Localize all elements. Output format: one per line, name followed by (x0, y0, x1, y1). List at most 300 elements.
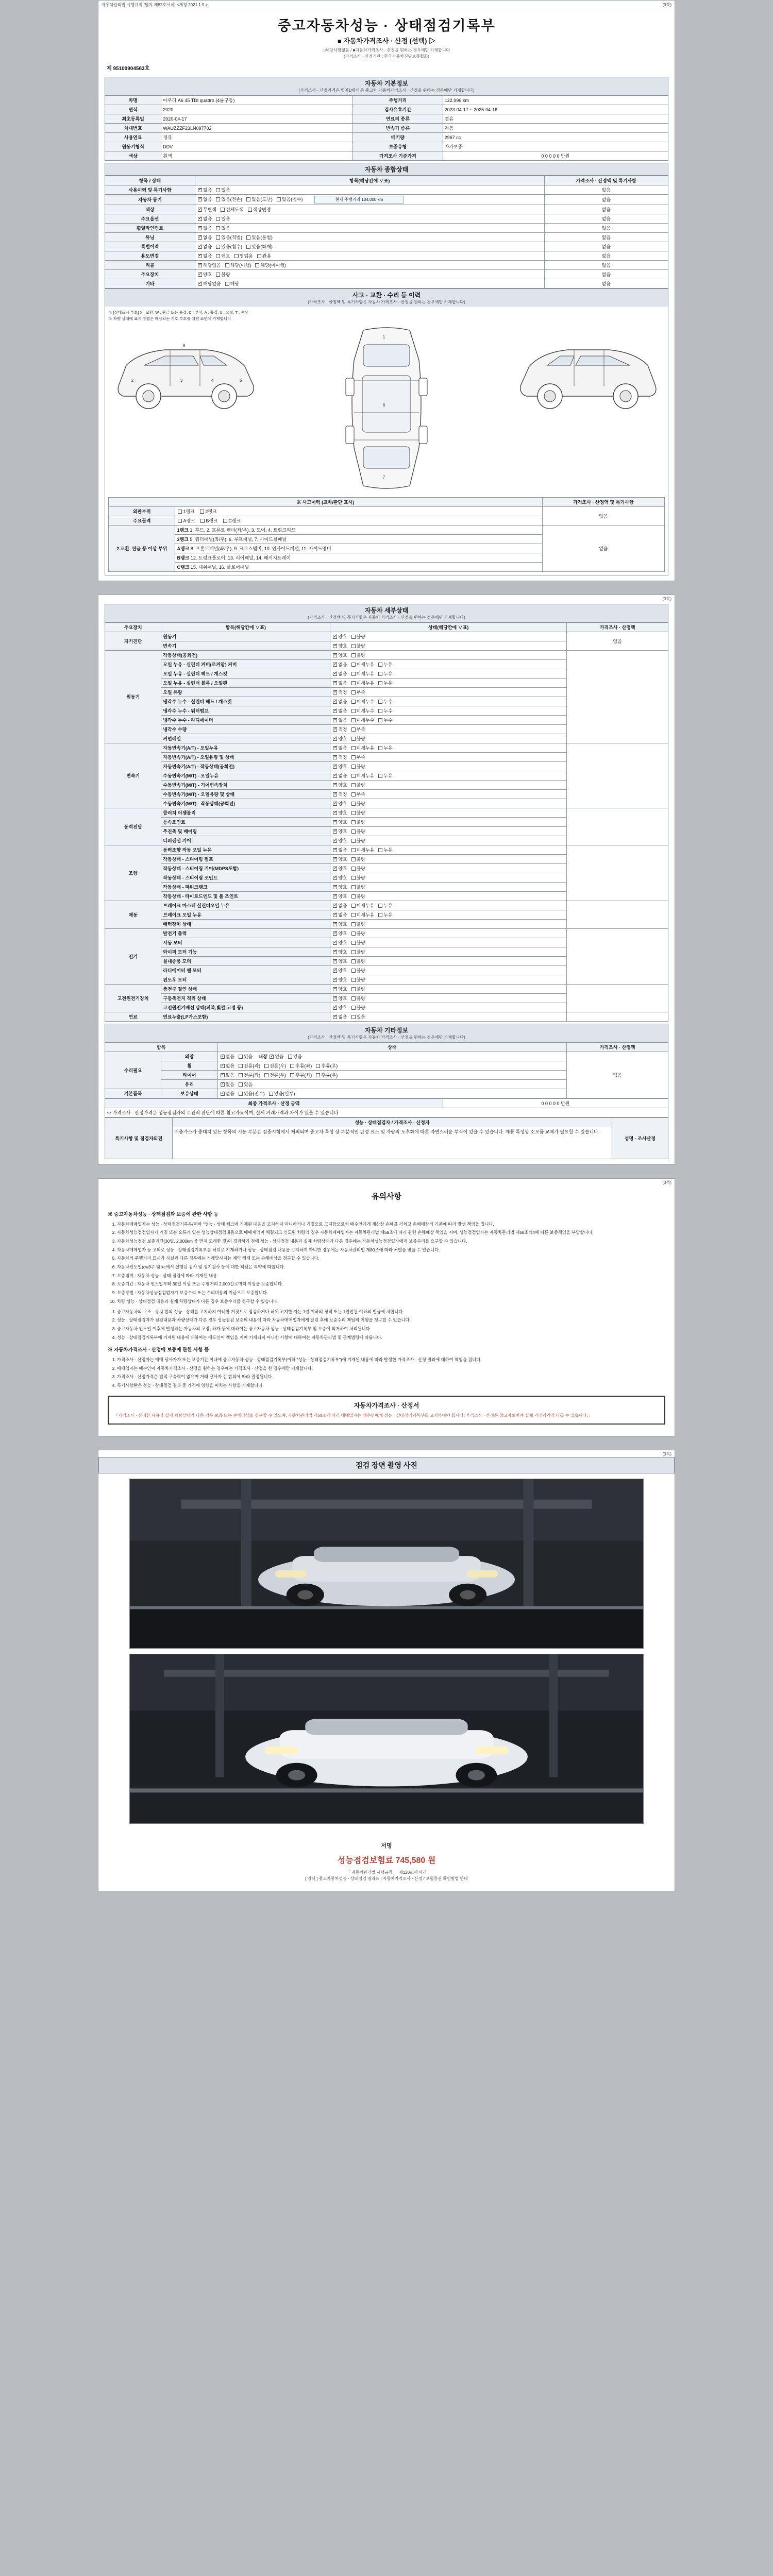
row-options[interactable] (330, 947, 567, 957)
checkbox-option[interactable] (350, 652, 365, 658)
checkbox[interactable] (351, 996, 356, 1001)
checkbox[interactable] (270, 1055, 274, 1059)
checkbox[interactable] (216, 217, 220, 221)
checkbox-option[interactable] (350, 726, 365, 733)
checkbox-option[interactable] (350, 828, 365, 835)
row-options[interactable] (330, 994, 567, 1003)
checkbox[interactable] (333, 774, 337, 778)
checkbox-option[interactable] (377, 717, 392, 723)
row-options[interactable] (330, 771, 567, 781)
checkbox[interactable] (333, 904, 337, 908)
checkbox-option[interactable] (332, 726, 347, 733)
checkbox-option[interactable]: B랭크 (199, 517, 217, 524)
checkbox[interactable] (234, 254, 239, 258)
checkbox-option[interactable] (197, 206, 216, 213)
checkbox[interactable] (239, 1082, 243, 1087)
checkbox-option[interactable] (254, 262, 285, 268)
checkbox[interactable] (333, 876, 337, 880)
checkbox-option[interactable] (197, 262, 221, 268)
checkbox-option[interactable] (268, 1053, 283, 1060)
row-options[interactable] (330, 641, 567, 651)
checkbox-option[interactable] (377, 744, 392, 751)
checkbox[interactable] (316, 1064, 320, 1068)
row-options[interactable] (330, 827, 567, 836)
checkbox-option[interactable] (238, 1053, 253, 1060)
row-options[interactable] (330, 706, 567, 716)
checkbox[interactable] (351, 709, 356, 713)
checkbox[interactable] (351, 885, 356, 889)
checkbox[interactable] (333, 1006, 337, 1010)
checkbox-option[interactable] (247, 206, 271, 213)
checkbox-option[interactable] (350, 680, 375, 686)
checkbox-option[interactable] (197, 215, 212, 222)
checkbox-option[interactable] (332, 930, 347, 937)
row-options[interactable] (195, 214, 544, 224)
checkbox-option[interactable] (332, 958, 347, 964)
checkbox[interactable] (333, 663, 337, 667)
checkbox-option[interactable] (332, 642, 347, 649)
checkbox-option[interactable] (350, 717, 375, 723)
checkbox[interactable] (246, 197, 250, 201)
checkbox[interactable] (216, 197, 220, 201)
checkbox-option[interactable] (332, 754, 347, 760)
checkbox-option[interactable] (350, 986, 365, 992)
row-options[interactable] (330, 855, 567, 864)
row-options[interactable] (330, 975, 567, 985)
checkbox-option[interactable] (377, 911, 392, 918)
row-options[interactable] (330, 1012, 567, 1022)
checkbox-option[interactable] (215, 215, 230, 222)
checkbox[interactable] (264, 1073, 268, 1077)
checkbox[interactable] (239, 1092, 243, 1096)
checkbox-option[interactable] (197, 280, 221, 287)
checkbox-option[interactable] (332, 800, 347, 807)
checkbox-option[interactable] (350, 782, 365, 788)
checkbox-option[interactable] (332, 995, 347, 1002)
checkbox[interactable] (378, 681, 382, 685)
row-options[interactable] (195, 205, 544, 214)
checkbox[interactable] (351, 727, 356, 732)
checkbox-option[interactable] (332, 689, 347, 696)
checkbox[interactable] (333, 829, 337, 834)
checkbox[interactable] (333, 996, 337, 1001)
row-options[interactable] (330, 920, 567, 929)
checkbox-option[interactable] (220, 1090, 234, 1097)
row-options[interactable] (195, 195, 544, 205)
checkbox-option[interactable] (215, 252, 230, 259)
checkbox-option[interactable] (332, 791, 347, 798)
checkbox[interactable] (198, 245, 202, 249)
checkbox[interactable] (333, 1015, 337, 1019)
checkbox[interactable] (333, 700, 337, 704)
checkbox-option[interactable]: 1랭크 (177, 508, 194, 515)
checkbox-option[interactable] (197, 187, 212, 193)
checkbox-option[interactable] (332, 893, 347, 900)
checkbox-option[interactable] (238, 1090, 265, 1097)
checkbox-option[interactable] (350, 744, 375, 751)
checkbox[interactable] (351, 848, 356, 852)
checkbox[interactable] (351, 839, 356, 843)
checkbox[interactable] (333, 644, 337, 648)
checkbox[interactable] (216, 235, 220, 240)
checkbox[interactable] (333, 811, 337, 815)
row-options[interactable] (330, 883, 567, 892)
row-options[interactable] (195, 224, 544, 233)
checkbox[interactable] (216, 254, 220, 258)
checkbox[interactable] (333, 950, 337, 954)
row-options[interactable] (330, 716, 567, 725)
checkbox-option[interactable] (238, 1081, 253, 1088)
checkbox-option[interactable] (350, 670, 375, 677)
checkbox-option[interactable] (350, 948, 365, 955)
checkbox-option[interactable] (332, 1013, 347, 1020)
checkbox-option[interactable] (332, 856, 347, 862)
row-options[interactable] (330, 660, 567, 669)
row-options[interactable] (330, 790, 567, 799)
checkbox-option[interactable] (350, 930, 365, 937)
row-options[interactable] (330, 873, 567, 883)
checkbox-option[interactable] (220, 1072, 234, 1078)
row-options[interactable] (330, 929, 567, 938)
checkbox[interactable] (351, 792, 356, 796)
checkbox[interactable] (351, 978, 356, 982)
checkbox[interactable] (333, 802, 337, 806)
checkbox-option[interactable] (197, 243, 212, 250)
checkbox[interactable] (333, 885, 337, 889)
checkbox-option[interactable] (332, 809, 347, 816)
checkbox-option[interactable] (332, 680, 347, 686)
checkbox[interactable] (198, 254, 202, 258)
checkbox[interactable] (351, 904, 356, 908)
checkbox[interactable] (351, 737, 356, 741)
checkbox[interactable] (225, 282, 229, 286)
checkbox[interactable] (333, 718, 337, 722)
checkbox[interactable] (264, 1064, 268, 1068)
checkbox[interactable] (378, 709, 382, 713)
checkbox-option[interactable] (350, 939, 365, 946)
checkbox[interactable] (257, 254, 261, 258)
checkbox[interactable] (333, 959, 337, 963)
row-options[interactable] (195, 261, 544, 270)
checkbox-option[interactable] (377, 680, 392, 686)
checkbox[interactable] (351, 690, 356, 694)
checkbox-option[interactable] (215, 234, 242, 241)
checkbox-option[interactable] (332, 772, 347, 779)
checkbox-option[interactable] (350, 837, 365, 844)
checkbox-option[interactable] (350, 902, 375, 909)
checkbox[interactable] (221, 1055, 225, 1059)
checkbox[interactable] (351, 950, 356, 954)
checkbox[interactable] (333, 978, 337, 982)
checkbox[interactable] (333, 931, 337, 936)
checkbox[interactable] (198, 273, 202, 277)
checkbox-option[interactable] (332, 707, 347, 714)
checkbox[interactable] (378, 913, 382, 917)
checkbox[interactable] (351, 653, 356, 657)
checkbox-option[interactable] (350, 846, 375, 853)
row-options[interactable] (217, 1080, 567, 1089)
checkbox[interactable] (333, 792, 337, 796)
checkbox-option[interactable]: 2랭크 (199, 508, 216, 515)
checkbox-option[interactable] (245, 196, 273, 202)
checkbox-option[interactable] (332, 670, 347, 677)
checkbox-option[interactable] (197, 271, 212, 278)
checkbox-option[interactable] (197, 252, 212, 259)
checkbox-option[interactable] (238, 1062, 260, 1069)
checkbox[interactable] (351, 987, 356, 991)
checkbox[interactable] (351, 913, 356, 917)
checkbox-option[interactable] (350, 911, 375, 918)
row-options[interactable] (330, 725, 567, 734)
checkbox[interactable] (216, 245, 220, 249)
checkbox-option[interactable] (332, 865, 347, 872)
row-options[interactable] (195, 270, 544, 279)
checkbox[interactable] (221, 1073, 225, 1077)
checkbox-option[interactable] (350, 754, 365, 760)
checkbox-option[interactable] (233, 252, 253, 259)
checkbox-option[interactable] (197, 225, 212, 231)
row-options[interactable] (217, 1089, 567, 1098)
checkbox[interactable] (351, 820, 356, 824)
checkbox[interactable] (248, 208, 252, 212)
checkbox[interactable] (288, 1055, 292, 1059)
checkbox-option[interactable] (332, 763, 347, 770)
checkbox-option[interactable] (332, 819, 347, 825)
row-options[interactable] (330, 651, 567, 660)
checkbox[interactable] (216, 188, 220, 192)
checkbox[interactable] (239, 1064, 243, 1068)
checkbox[interactable] (351, 681, 356, 685)
row-options[interactable] (175, 516, 542, 526)
row-options[interactable] (195, 279, 544, 289)
checkbox[interactable] (333, 922, 337, 926)
checkbox[interactable] (333, 894, 337, 899)
checkbox-option[interactable] (332, 911, 347, 918)
checkbox[interactable] (351, 959, 356, 963)
checkbox-option[interactable] (350, 995, 365, 1002)
checkbox[interactable] (221, 1092, 225, 1096)
checkbox[interactable] (269, 1092, 273, 1096)
checkbox-option[interactable] (197, 234, 212, 241)
checkbox-option[interactable] (332, 986, 347, 992)
checkbox[interactable] (221, 1082, 225, 1087)
row-options[interactable] (330, 910, 567, 920)
checkbox[interactable] (216, 226, 220, 230)
checkbox-option[interactable] (350, 884, 365, 890)
checkbox-option[interactable] (332, 976, 347, 983)
checkbox[interactable] (351, 931, 356, 936)
row-options[interactable] (330, 845, 567, 855)
checkbox-option[interactable] (197, 196, 212, 202)
checkbox[interactable] (378, 848, 382, 852)
checkbox[interactable] (239, 1055, 243, 1059)
checkbox-option[interactable] (224, 280, 239, 287)
checkbox-option[interactable] (377, 902, 392, 909)
row-options[interactable] (330, 734, 567, 743)
row-options[interactable] (330, 697, 567, 706)
checkbox[interactable] (351, 644, 356, 648)
checkbox-option[interactable] (263, 1072, 286, 1078)
checkbox[interactable] (333, 727, 337, 732)
checkbox[interactable] (351, 718, 356, 722)
checkbox-option[interactable] (256, 252, 271, 259)
checkbox-option[interactable] (350, 791, 365, 798)
row-options[interactable] (330, 679, 567, 688)
checkbox[interactable] (351, 700, 356, 704)
checkbox-option[interactable] (350, 958, 365, 964)
checkbox[interactable] (221, 208, 225, 212)
checkbox[interactable] (351, 802, 356, 806)
checkbox-option[interactable] (332, 652, 347, 658)
checkbox-option[interactable] (350, 633, 365, 640)
row-options[interactable] (330, 799, 567, 808)
checkbox[interactable] (351, 829, 356, 834)
checkbox[interactable] (333, 987, 337, 991)
row-options[interactable] (330, 762, 567, 771)
checkbox-option[interactable] (238, 1072, 260, 1078)
checkbox[interactable] (246, 235, 250, 240)
checkbox[interactable] (351, 1006, 356, 1010)
checkbox-option[interactable] (377, 698, 392, 705)
checkbox-option[interactable] (315, 1062, 338, 1069)
checkbox-option[interactable] (224, 262, 251, 268)
checkbox-option[interactable] (276, 196, 303, 202)
checkbox-option[interactable] (350, 856, 365, 862)
checkbox-option[interactable] (332, 884, 347, 890)
row-options[interactable] (217, 1071, 567, 1080)
checkbox[interactable] (351, 746, 356, 750)
checkbox[interactable] (333, 913, 337, 917)
checkbox-option[interactable] (220, 1062, 234, 1069)
checkbox-option[interactable] (287, 1053, 302, 1060)
checkbox-option[interactable] (350, 707, 375, 714)
checkbox[interactable] (378, 774, 382, 778)
checkbox-option[interactable] (332, 967, 347, 974)
row-options[interactable] (217, 1052, 567, 1061)
checkbox-option[interactable] (289, 1072, 312, 1078)
checkbox[interactable] (277, 197, 281, 201)
checkbox[interactable] (198, 217, 202, 221)
checkbox[interactable] (333, 857, 337, 861)
checkbox[interactable] (290, 1064, 294, 1068)
checkbox-option[interactable] (377, 670, 392, 677)
checkbox[interactable] (351, 774, 356, 778)
checkbox-option[interactable] (350, 763, 365, 770)
checkbox[interactable] (351, 969, 356, 973)
row-options[interactable] (330, 966, 567, 975)
checkbox[interactable] (333, 783, 337, 787)
checkbox-option[interactable] (315, 1072, 338, 1078)
checkbox-option[interactable] (215, 225, 230, 231)
checkbox-option[interactable] (350, 967, 365, 974)
checkbox-option[interactable] (220, 1081, 234, 1088)
checkbox[interactable] (351, 635, 356, 639)
checkbox[interactable] (351, 672, 356, 676)
checkbox[interactable] (198, 226, 202, 230)
row-options[interactable] (330, 688, 567, 697)
row-options[interactable] (330, 864, 567, 873)
checkbox[interactable] (351, 765, 356, 769)
row-options[interactable] (330, 808, 567, 818)
checkbox[interactable] (351, 755, 356, 759)
checkbox-option[interactable] (350, 661, 375, 668)
checkbox-option[interactable] (350, 689, 365, 696)
checkbox-option[interactable] (350, 809, 365, 816)
checkbox-option[interactable] (350, 800, 365, 807)
checkbox[interactable] (198, 188, 202, 192)
checkbox[interactable] (198, 197, 202, 201)
checkbox[interactable] (333, 635, 337, 639)
checkbox[interactable] (333, 969, 337, 973)
row-options[interactable] (195, 242, 544, 251)
checkbox[interactable] (351, 1015, 356, 1019)
checkbox-option[interactable] (350, 921, 365, 927)
checkbox-option[interactable] (350, 772, 375, 779)
checkbox[interactable] (333, 755, 337, 759)
checkbox-option[interactable] (350, 735, 365, 742)
checkbox[interactable] (333, 737, 337, 741)
checkbox[interactable] (351, 941, 356, 945)
checkbox[interactable] (333, 672, 337, 676)
checkbox-option[interactable] (332, 1004, 347, 1011)
checkbox[interactable] (351, 922, 356, 926)
checkbox-option[interactable] (220, 1053, 234, 1060)
checkbox[interactable] (239, 1073, 243, 1077)
row-options[interactable] (330, 938, 567, 947)
checkbox-option[interactable] (332, 846, 347, 853)
checkbox[interactable] (316, 1073, 320, 1077)
checkbox-option[interactable]: A랭크 (177, 517, 195, 524)
checkbox[interactable] (333, 839, 337, 843)
checkbox-option[interactable] (350, 642, 365, 649)
checkbox[interactable] (225, 263, 229, 267)
checkbox[interactable] (221, 1064, 225, 1068)
checkbox-option[interactable] (332, 735, 347, 742)
checkbox[interactable] (246, 245, 250, 249)
checkbox-option[interactable] (350, 819, 365, 825)
checkbox[interactable] (333, 867, 337, 871)
checkbox[interactable] (333, 765, 337, 769)
checkbox-option[interactable] (377, 707, 392, 714)
checkbox[interactable] (198, 208, 202, 212)
checkbox[interactable] (378, 672, 382, 676)
row-options[interactable] (330, 753, 567, 762)
checkbox[interactable] (378, 746, 382, 750)
row-options[interactable] (330, 669, 567, 679)
checkbox[interactable] (290, 1073, 294, 1077)
checkbox-option[interactable] (332, 633, 347, 640)
row-options[interactable] (330, 1003, 567, 1012)
row-options[interactable] (195, 185, 544, 195)
checkbox[interactable] (198, 235, 202, 240)
checkbox-option[interactable] (263, 1062, 286, 1069)
checkbox-option[interactable] (215, 271, 230, 278)
checkbox[interactable] (351, 867, 356, 871)
checkbox-option[interactable] (332, 828, 347, 835)
checkbox-option[interactable] (350, 976, 365, 983)
checkbox-option[interactable] (289, 1062, 312, 1069)
checkbox-option[interactable] (332, 874, 347, 881)
checkbox[interactable] (216, 273, 220, 277)
checkbox[interactable] (351, 811, 356, 815)
checkbox[interactable] (351, 894, 356, 899)
checkbox[interactable] (198, 282, 202, 286)
checkbox-option[interactable] (350, 893, 365, 900)
checkbox-option[interactable] (220, 206, 244, 213)
row-options[interactable] (330, 836, 567, 845)
row-options[interactable] (330, 901, 567, 910)
checkbox-option[interactable] (332, 744, 347, 751)
